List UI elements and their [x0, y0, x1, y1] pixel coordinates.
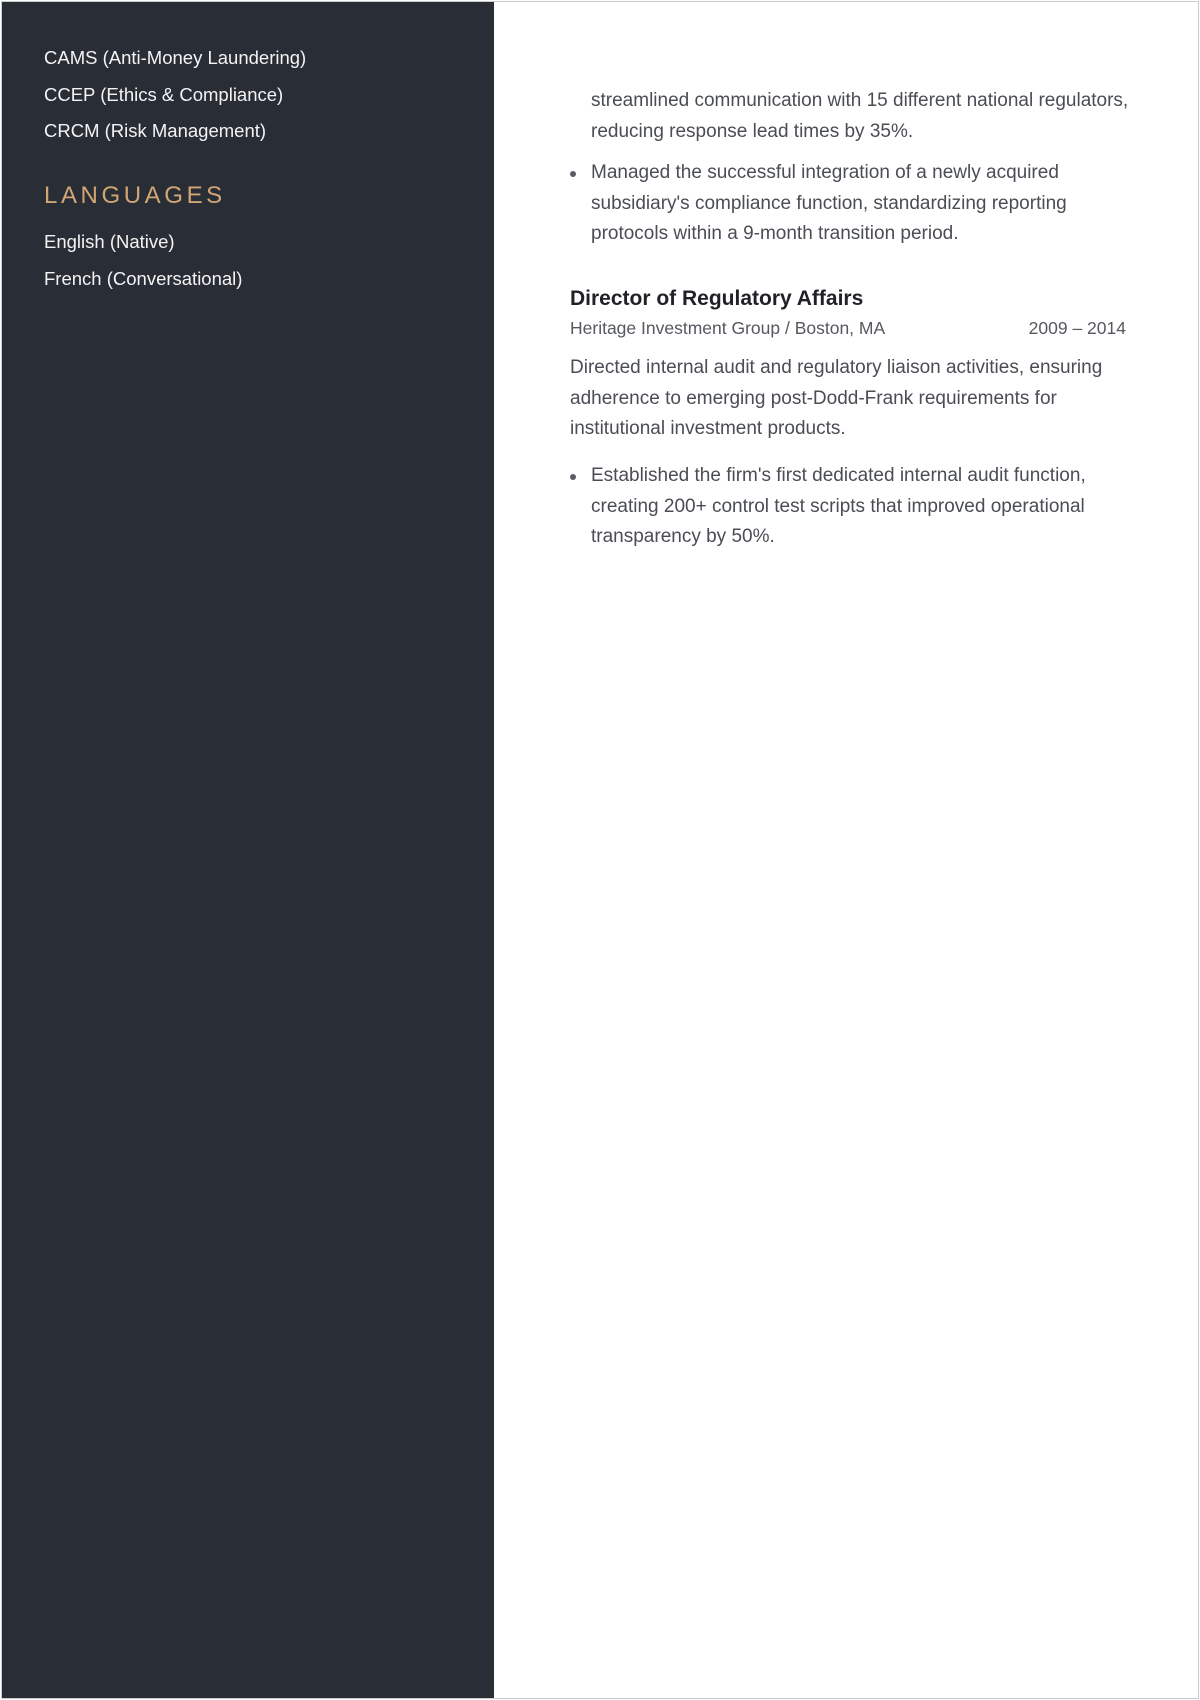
language-item: English (Native) [44, 231, 175, 252]
languages-list [44, 224, 242, 297]
bullet-item [570, 158, 1136, 250]
bullet-dot-icon [570, 474, 576, 480]
continued-bullet-text: streamlined communication with 15 different national regulators, reducing response lead times by 35%. [591, 90, 1129, 142]
resume-page [1, 1, 1199, 1699]
job-company-location: Heritage Investment Group / Boston, MA [570, 318, 886, 338]
certification-item: CRCM (Risk Management) [44, 120, 267, 141]
certification-item: CCEP (Ethics & Compliance) [44, 83, 284, 105]
job-description: Directed internal audit and regulatory liaison activities, ensuring adherence to emerging post-Dodd-Frank requirements for institutional investment products. [570, 357, 1103, 439]
bullet-dot-icon [570, 171, 576, 177]
certification-item: CAMS (Anti-Money Laundering) [44, 47, 307, 68]
certifications-list [44, 40, 306, 150]
job-dates: 2009 – 2014 [1028, 318, 1126, 338]
sidebar [2, 2, 494, 1698]
previous-job-bullets [570, 158, 1136, 250]
job-bullets [570, 461, 1136, 553]
languages-heading: LANGUAGES [44, 182, 226, 209]
job-meta [570, 314, 1126, 342]
main-content [494, 2, 1198, 1698]
bullet-text: Established the firm's first dedicated internal audit function, creating 200+ control test scripts that improved operational transparency by 50%. [591, 465, 1086, 547]
language-item: French (Conversational) [44, 267, 243, 289]
bullet-item [570, 461, 1136, 553]
bullet-text: Managed the successful integration of a newly acquired subsidiary's compliance function, standardizing reporting protocols within a 9-month transition period. [591, 162, 1067, 244]
job-title: Director of Regulatory Affairs [570, 287, 864, 310]
